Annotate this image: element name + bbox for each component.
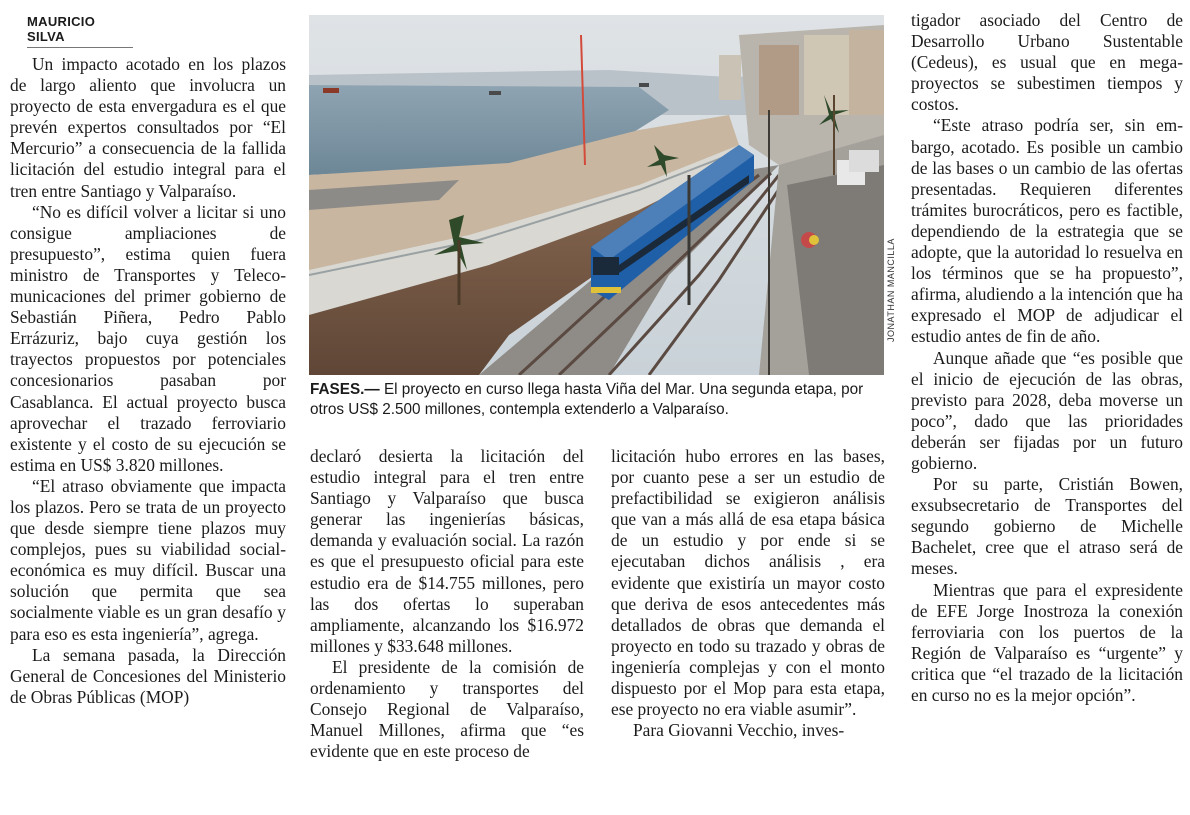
paragraph: Por su parte, Cristián Bowen, exsubsecretario de Transportes del segundo gobierno de Michelle Bachelet, cree que el atraso será de meses. (911, 474, 1183, 579)
paragraph: “El atraso obviamente que impacta los plazos. Pero se trata de un proyecto que desde siempre tiene plazos muy complejos, pues su viabilidad social-económica es muy difícil. Buscar una solución que permita que sea socialmente viable es un gran desafío y para eso es esta ingeniería”, agrega. (10, 475, 286, 644)
train-photo-image (309, 15, 884, 375)
article-column-4 (911, 10, 1183, 706)
train-photo (309, 15, 884, 375)
photo-credit: JONATHAN MANCILLA (886, 238, 896, 342)
paragraph: Mientras que para el expresidente de EFE Jorge Inostroza la conexión ferroviaria con los puertos de la Región de Valparaíso es “urgente” y critica que “el trazado de la licitación en curso no es la mejor opción”. (911, 579, 1183, 705)
paragraph: declaró desierta la licitación del estudio integral para el tren entre Santiago y Valparaíso que busca generar las ingenierías básicas, demanda y evaluación social. La razón es que el presupuesto oficial para este estudio era de $14.755 millones, pero las dos ofertas lo superaban ampliamente, alcanzando los $16.972 millones y $33.648 millones. (310, 446, 584, 656)
paragraph: La semana pasada, la Dirección General de Concesiones del Ministerio de Obras Públicas (MOP) (10, 644, 286, 707)
photo-caption (310, 380, 885, 420)
byline: MAURICIO SILVA (27, 14, 133, 48)
paragraph: Para Giovanni Vecchio, inves- (633, 720, 845, 741)
caption-lead: FASES.— (310, 381, 380, 398)
paragraph: El presidente de la comisión de ordenamiento y transportes del Consejo Regional de Valparaíso, Manuel Millones, afirma que “es evidente que en este proceso de (310, 656, 584, 762)
paragraph: licitación hubo errores en las bases, por cuanto pese a ser un estudio de prefactibilidad se exigieron análisis que van a más allá de esa etapa básica de un estudio y por ende si se ejecutaban dichos análisis , era evidente que existiría un mayor costo que deriva de esos antecedentes más detallados de obras que demanda el proyecto en todo su trazado y obras de ingeniería complejas y con el monto dispuesto por el Mop para esta etapa, ese proyecto no era viable asumir”. (611, 446, 885, 720)
paragraph: Un impacto acotado en los plazos de largo aliento que involucra un proyecto de esta envergadura es el que prevén expertos consultados por “El Mercurio” a consecuencia de la fallida licitación del estudio integral para el tren entre Santiago y Valparaíso. (10, 54, 286, 201)
article-column-2 (310, 446, 584, 762)
paragraph: “Este atraso podría ser, sin embargo, acotado. Es posible un cambio de las bases o un cambio de las ofertas presentadas. Requieren diferentes trámites burocráticos, pero es factible, dependiendo de la estrategia que se adopte, que la autoridad lo resuelva en los términos que se ha propuesto”, afirma, aludiendo a la intención que ha expresado el MOP de adjudicar el estudio antes de fin de año. (911, 115, 1183, 347)
paragraph: Aunque añade que “es posible que el inicio de ejecución de las obras, previsto para 2028, deba moverse un poco”, dado que las prioridades deberán ser fijadas por un futuro gobierno. (911, 347, 1183, 473)
article-column-1 (10, 54, 286, 708)
caption-text: El proyecto en curso llega hasta Viña del Mar. Una segunda etapa, por otros US$ 2.500 millones, contempla extenderlo a Valparaíso. (310, 381, 864, 418)
paragraph: “No es difícil volver a licitar si uno consigue ampliaciones de presupuesto”, estima quien fuera ministro de Transportes y Telecomunicaciones del primer gobierno de Sebastián Piñera, Pedro Pablo Errázuriz, bajo cuya gestión los trayectos propuestos por potenciales concesionarios pasaban por Casablanca. El actual proyecto busca aprovechar el trazado ferroviario existente y el costo de su ejecución se estima en US$ 3.820 millones. (10, 201, 286, 475)
article-column-3 (611, 446, 885, 741)
paragraph: tigador asociado del Centro de Desarrollo Urbano Sustentable (Cedeus), es usual que en megaproyectos se subestimen tiempos y costos. (911, 10, 1183, 115)
